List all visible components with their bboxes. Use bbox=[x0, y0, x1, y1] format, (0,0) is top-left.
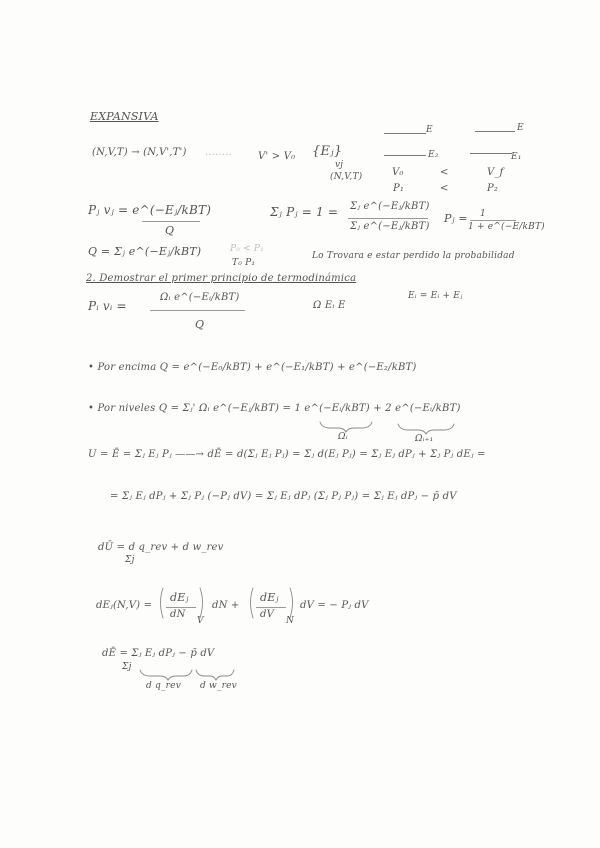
energy-split-sub: Σj bbox=[122, 662, 132, 672]
pressure-left: P₁ bbox=[393, 183, 405, 194]
partition-by-states: • Por encima Q = e^(−E₀/kBT) + e^(−E₁/kBT) + e^(−E₂/kBT) bbox=[88, 362, 417, 373]
page-title: EXPANSIVA bbox=[90, 110, 159, 123]
normalization-num: Σⱼ e^(−Eⱼ/kBT) bbox=[350, 201, 430, 212]
volume-condition: V' > V₀ bbox=[258, 151, 296, 162]
energy-differential-right: dV = − Pⱼ dV bbox=[300, 600, 369, 611]
internal-energy-continuation: = Σⱼ Eⱼ dPⱼ + Σⱼ Pⱼ (−Pⱼ dV) = Σⱼ Eⱼ dPⱼ (Σⱼ Pⱼ Pⱼ) = Σⱼ Eⱼ dPⱼ − p̄ dV bbox=[110, 491, 457, 502]
partition-function-eq: Q = Σⱼ e^(−Eⱼ/kBT) bbox=[88, 245, 202, 258]
level-top-label-right: E bbox=[517, 123, 524, 133]
work-term-label: d w_rev bbox=[200, 681, 237, 691]
partition-note: Lo Trovara e estar perdido la probabilidad bbox=[312, 251, 515, 261]
partial-n-sub: V bbox=[197, 616, 204, 626]
energy-set-sub: vj bbox=[335, 160, 344, 170]
probability-eq-left: Pⱼ vⱼ = e^(−Eⱼ/kBT) bbox=[88, 203, 212, 217]
heat-term-label: d q_rev bbox=[146, 681, 181, 691]
pressure-relation: < bbox=[440, 183, 449, 194]
comparison-row-a: P₀ < P₁ bbox=[230, 244, 264, 254]
underbrace-label-2: Ωᵢ₊₁ bbox=[415, 434, 434, 444]
level-prob-den: Q bbox=[195, 318, 205, 331]
first-law-sub: Σj bbox=[125, 555, 135, 565]
state-transition: (N,V,T) → (N,V',T') bbox=[92, 147, 187, 158]
single-prob-den: 1 + e^(−E/kBT) bbox=[468, 222, 545, 232]
faded-text: ········ bbox=[205, 150, 233, 161]
partition-by-levels: • Por niveles Q = Σⱼ' Ωᵢ e^(−Eⱼ/kBT) = 1 e^(−Eᵢ/kBT) + 2 e^(−Eᵢ/kBT) bbox=[88, 403, 461, 414]
volume-relation: < bbox=[440, 167, 449, 178]
single-prob-num: 1 bbox=[480, 209, 486, 219]
internal-energy-derivation: U = Ē = Σⱼ Eⱼ Pⱼ ——→ dĒ = d(Σⱼ Eⱼ Pⱼ) = Σⱼ d(Eⱼ Pⱼ) = Σⱼ Eⱼ dPⱼ + Σⱼ Pⱼ dEⱼ = bbox=[88, 449, 486, 460]
level-prob-right2: Eᵢ = Eᵢ + Eⱼ bbox=[408, 291, 463, 301]
level-mid-label-right: E₁ bbox=[511, 152, 522, 162]
partial-v-sub: N bbox=[286, 616, 295, 626]
partial-n-den: dN bbox=[170, 609, 186, 620]
volume-left: V₀ bbox=[392, 167, 404, 178]
level-prob-num: Ωᵢ e^(−Eᵢ/kBT) bbox=[160, 292, 240, 303]
energy-set: {Eⱼ} bbox=[312, 144, 343, 159]
partial-n-num: dEⱼ bbox=[170, 591, 189, 604]
level-prob-left: Pᵢ vᵢ = bbox=[88, 299, 127, 313]
section-heading: 2. Demostrar el primer principio de termodinámica bbox=[86, 273, 357, 284]
volume-right: V_f bbox=[487, 167, 504, 178]
level-mid-label-left: E₂ bbox=[428, 150, 439, 160]
first-law-eq: dŪ = d q_rev + d w_rev bbox=[98, 542, 224, 553]
energy-differential-mid: dN + bbox=[212, 600, 240, 611]
energy-set-sub2: (N,V,T) bbox=[330, 172, 363, 182]
partial-v-den: dV bbox=[260, 609, 275, 620]
normalization-eq: Σⱼ Pⱼ = 1 = bbox=[270, 205, 339, 219]
partial-v-num: dEⱼ bbox=[260, 591, 279, 604]
comparison-row-b: T₀ P₁ bbox=[232, 258, 256, 268]
probability-den: Q bbox=[165, 224, 175, 237]
energy-differential-left: dEⱼ(N,V) = bbox=[96, 600, 153, 611]
single-prob-eq: Pⱼ = bbox=[444, 212, 468, 225]
level-prob-right: Ω Eᵢ E bbox=[313, 300, 346, 311]
pressure-right: P₂ bbox=[487, 183, 499, 194]
underbrace-label-1: Ωᵢ bbox=[338, 432, 348, 442]
normalization-den: Σⱼ e^(−Eⱼ/kBT) bbox=[350, 221, 430, 232]
level-top-label-left: E bbox=[426, 125, 433, 135]
energy-split-eq: dĒ = Σⱼ Eⱼ dPⱼ − p̄ dV bbox=[102, 648, 215, 659]
